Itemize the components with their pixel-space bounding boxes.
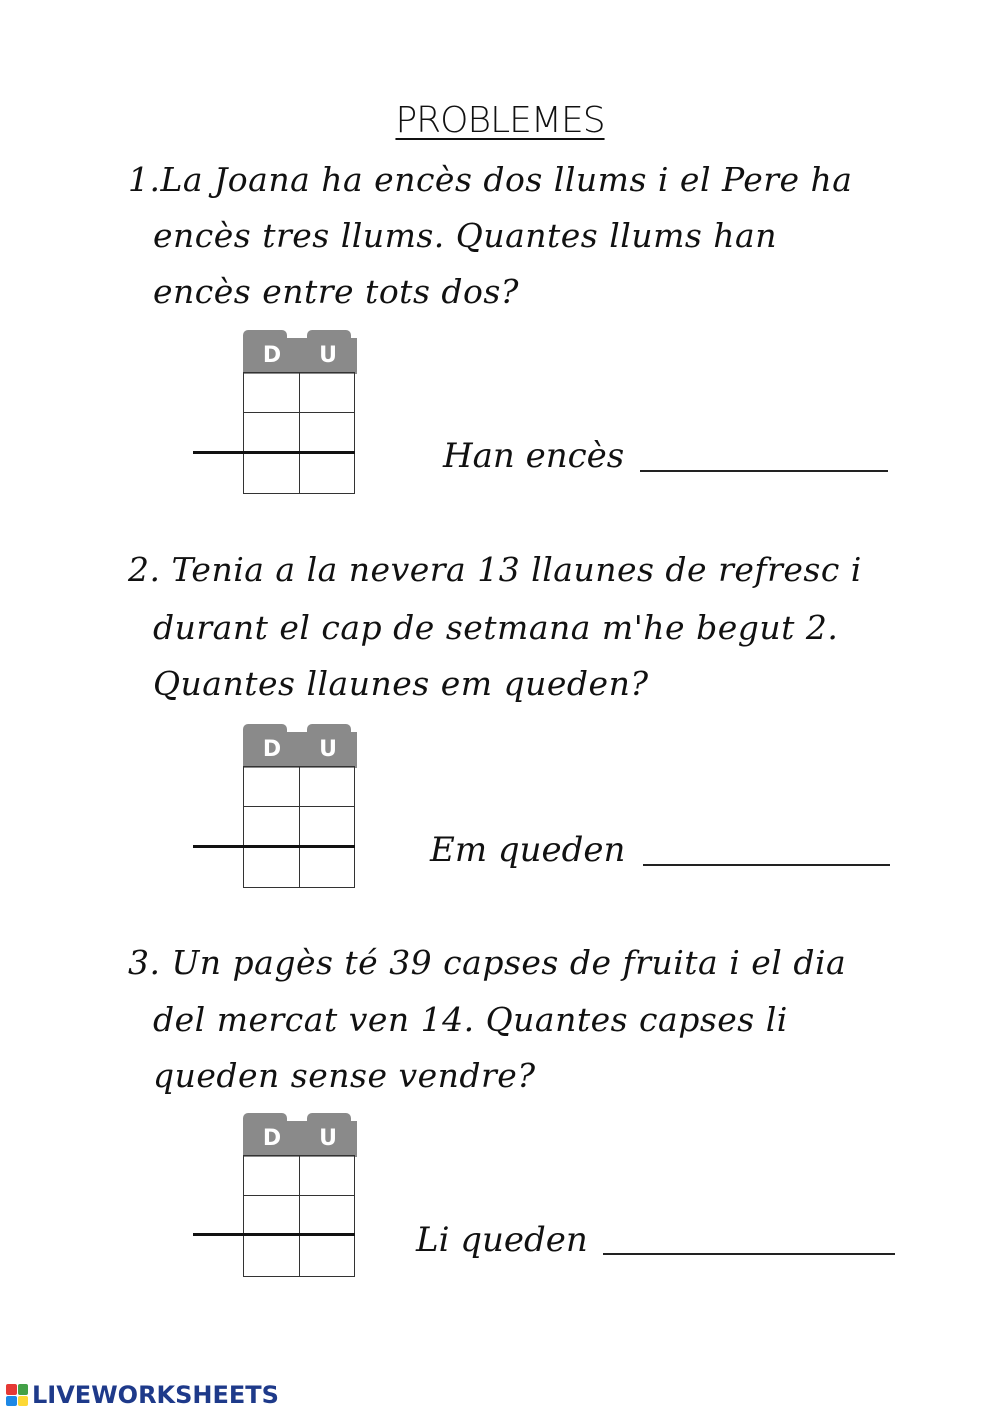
problem-text-line: 2. Tenia a la nevera 13 llaunes de refresc i xyxy=(128,550,862,589)
problem-text-line: del mercat ven 14. Quantes capses li xyxy=(153,1000,788,1039)
page-title: PROBLEMES xyxy=(395,100,605,141)
problem-text-line: encès entre tots dos? xyxy=(153,272,519,311)
operation-line xyxy=(193,1233,355,1236)
brand-name: LIVEWORKSHEETS xyxy=(32,1381,279,1409)
logo-square xyxy=(18,1396,29,1407)
logo-square xyxy=(18,1384,29,1395)
grid-header xyxy=(243,338,357,374)
problem-text-line: 3. Un pagès té 39 capses de fruita i el dia xyxy=(128,943,847,982)
tens-header: D xyxy=(262,1126,282,1151)
grid-cells[interactable] xyxy=(243,1155,355,1277)
problem-text-line: 1.La Joana ha encès dos llums i el Pere ha xyxy=(128,160,853,199)
operation-line xyxy=(193,845,355,848)
answer-label: Em queden xyxy=(430,830,626,870)
grid-cells[interactable] xyxy=(243,372,355,494)
grid-cells[interactable] xyxy=(243,766,355,888)
place-value-grid xyxy=(243,330,357,500)
problem-text-line: encès tres llums. Quantes llums han xyxy=(153,216,777,255)
place-value-grid xyxy=(243,1113,357,1283)
liveworksheets-logo[interactable] xyxy=(6,1380,279,1410)
grid-header xyxy=(243,1121,357,1157)
answer-label: Han encès xyxy=(443,436,625,476)
place-value-grid xyxy=(243,724,357,894)
units-header: U xyxy=(319,1126,337,1151)
units-header: U xyxy=(319,343,337,368)
problem-text-line: queden sense vendre? xyxy=(153,1056,536,1095)
tens-header: D xyxy=(262,737,282,762)
problem-text-line: durant el cap de setmana m'he begut 2. xyxy=(153,608,839,647)
logo-square xyxy=(6,1396,17,1407)
grid-header xyxy=(243,732,357,768)
answer-blank[interactable] xyxy=(640,470,888,472)
liveworksheets-logo-icon xyxy=(6,1384,28,1406)
tens-header: D xyxy=(262,343,282,368)
answer-blank[interactable] xyxy=(643,864,890,866)
problem-text-line: Quantes llaunes em queden? xyxy=(153,664,649,703)
logo-square xyxy=(6,1384,17,1395)
answer-label: Li queden xyxy=(416,1220,588,1260)
operation-line xyxy=(193,451,355,454)
answer-blank[interactable] xyxy=(603,1253,895,1255)
units-header: U xyxy=(319,737,337,762)
